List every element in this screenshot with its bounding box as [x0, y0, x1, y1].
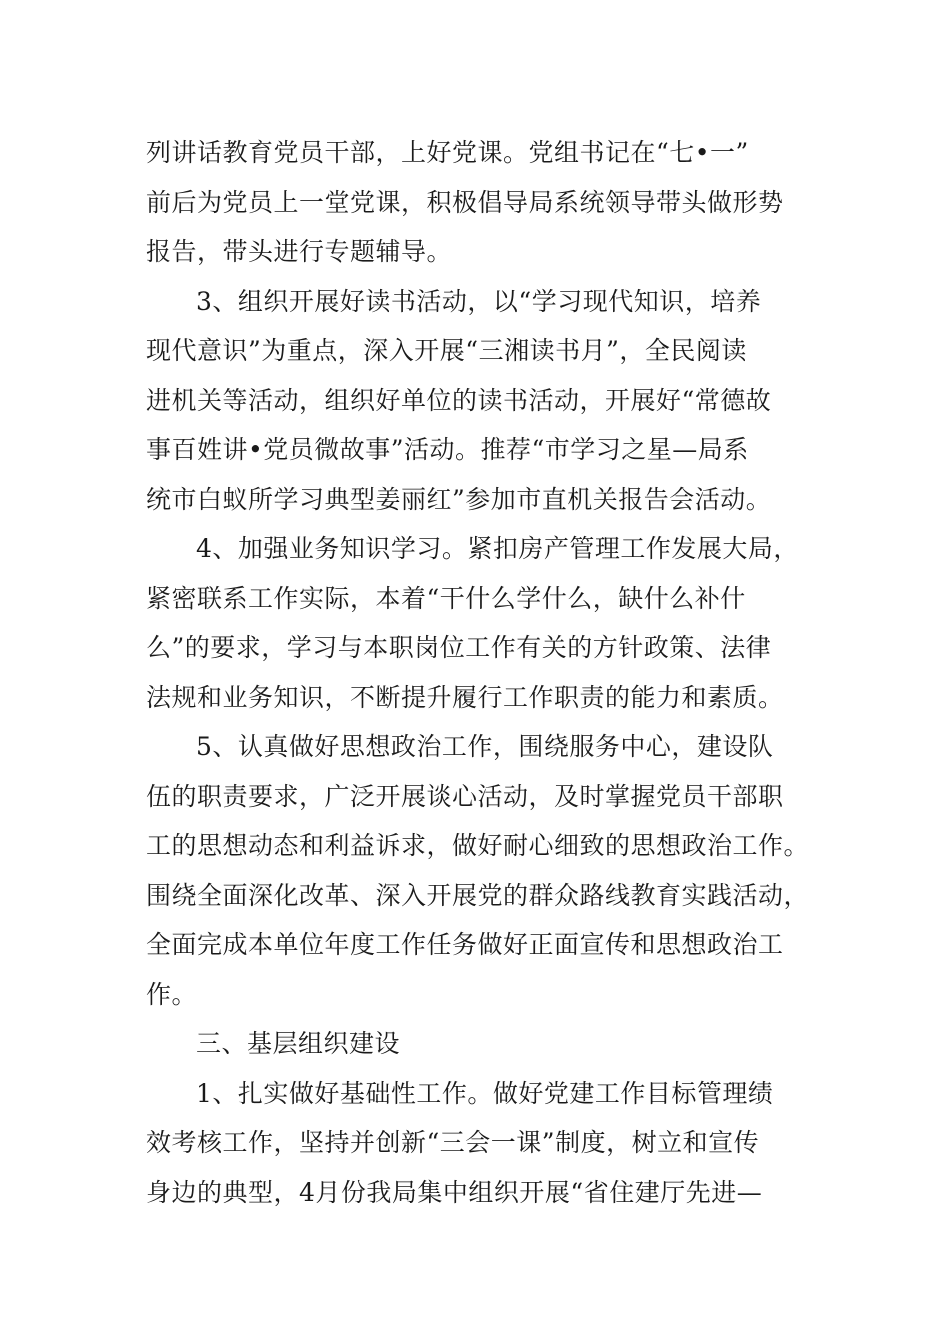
document-line: 法规和业务知识，不断提升履行工作职责的能力和素质。	[146, 682, 784, 712]
document-line: 进机关等活动，组织好单位的读书活动，开展好“常德故	[146, 385, 772, 415]
document-line: 列讲话教育党员干部，上好党课。党组书记在“七•一”	[146, 138, 749, 167]
document-line: 统市白蚁所学习典型姜丽红”参加市直机关报告会活动。	[146, 484, 772, 514]
document-line: 3、组织开展好读书活动，以“学习现代知识，培养	[196, 286, 762, 316]
document-line: 三、基层组织建设	[196, 1029, 401, 1058]
document-line: 报告，带头进行专题辅导。	[146, 237, 453, 266]
document-line: 围绕全面深化改革、深入开展党的群众路线教育实践活动，	[146, 880, 810, 910]
document-body	[146, 128, 826, 1217]
document-line: 4、加强业务知识学习。紧扣房产管理工作发展大局，	[196, 534, 799, 563]
document-line: 效考核工作，坚持并创新“三会一课”制度，树立和宣传	[146, 1128, 760, 1157]
document-line: 全面完成本单位年度工作任务做好正面宣传和思想政治工	[146, 930, 784, 959]
document-line: 5、认真做好思想政治工作，围绕服务中心，建设队	[196, 732, 774, 761]
document-line: 么”的要求，学习与本职岗位工作有关的方针政策、法律	[146, 633, 772, 662]
document-line: 作。	[146, 979, 198, 1009]
document-line: 紧密联系工作实际，本着“干什么学什么，缺什么补什	[146, 583, 746, 613]
document-line: 工的思想动态和利益诉求，做好耐心细致的思想政治工作。	[146, 831, 810, 860]
document-line: 1、扎实做好基础性工作。做好党建工作目标管理绩	[196, 1078, 774, 1108]
document-line: 现代意识”为重点，深入开展“三湘读书月”，全民阅读	[146, 336, 747, 365]
document-line: 事百姓讲•党员微故事”活动。推荐“市学习之星—局系	[146, 435, 749, 464]
document-line: 伍的职责要求，广泛开展谈心活动，及时掌握党员干部职	[146, 781, 784, 811]
document-line: 前后为党员上一堂党课，积极倡导局系统领导带头做形势	[146, 187, 784, 217]
document-line: 身边的典型，4月份我局集中组织开展“省住建厅先进—	[146, 1177, 763, 1207]
